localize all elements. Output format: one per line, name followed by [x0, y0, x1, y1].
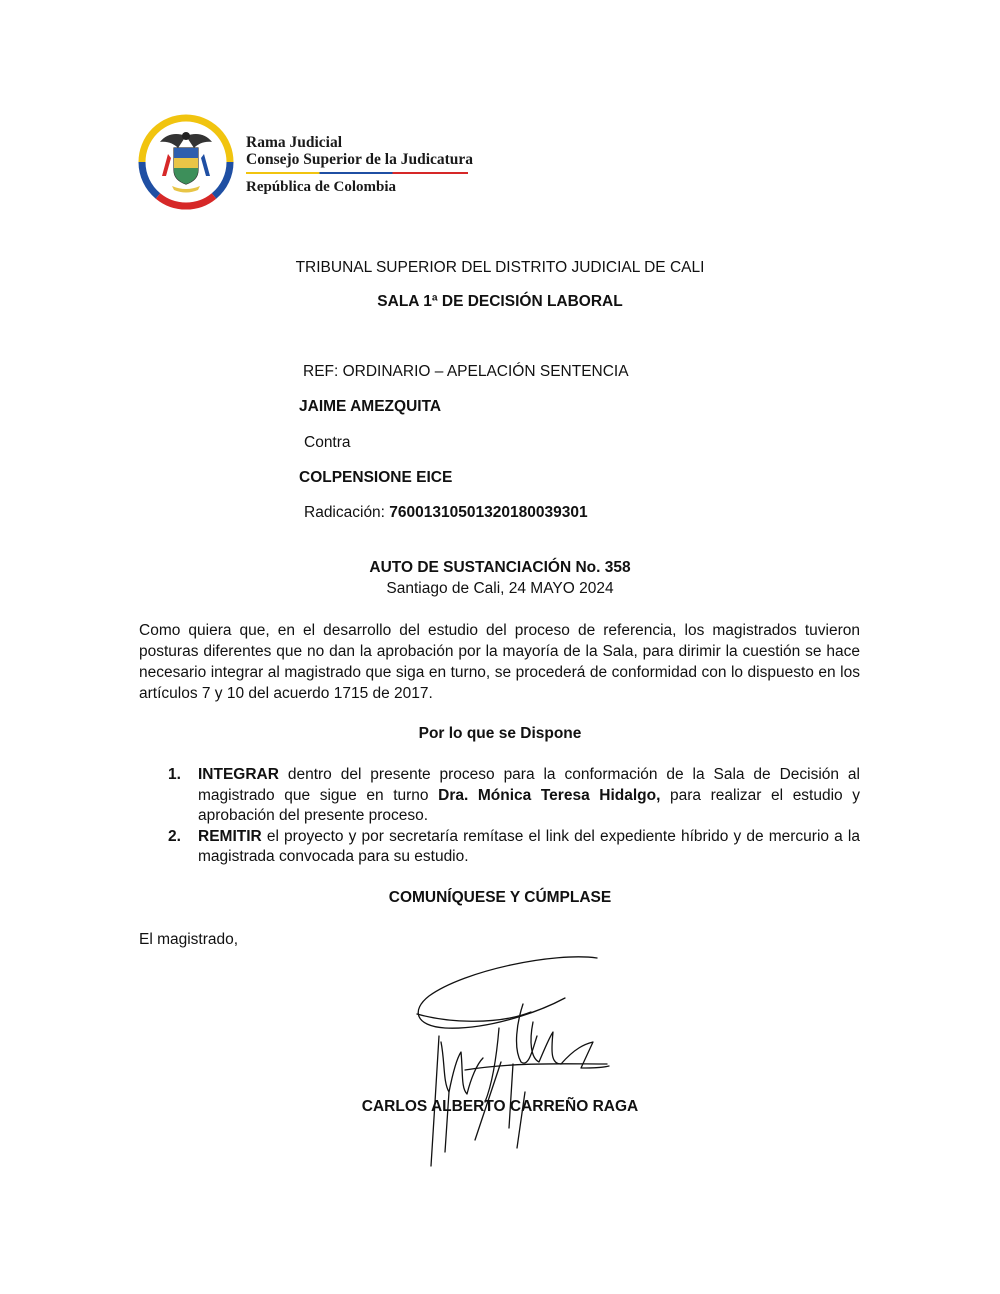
defendant-name: COLPENSIONE EICE [299, 469, 453, 486]
plaintiff-name: JAIME AMEZQUITA [299, 398, 442, 415]
dispone-heading: Por lo que se Dispone [418, 725, 582, 742]
order-text: dentro del presente proceso para la conformación de la Sala de Decisión al magistrado que sigue en turno [198, 766, 860, 804]
main-paragraph: Como quiera que, en el desarrollo del estudio del proceso de referencia, los magistrados tuvieron posturas diferentes que no dan la aprobación por la mayoría de la Sala, para dirimir la cuestión se hace necesario integrar al magistrado que siga en turno, se procederá de conformidad con lo dispuesto en los artículos 7 y 10 del acuerdo 1715 de 2017. [139, 622, 860, 702]
auto-date: Santiago de Cali, 24 MAYO 2024 [386, 580, 614, 597]
radicacion-label: Radicación: [304, 504, 390, 521]
contra-label: Contra [304, 434, 351, 451]
court-name: TRIBUNAL SUPERIOR DEL DISTRITO JUDICIAL DE CALI [295, 259, 705, 276]
chamber-name: SALA 1ª DE DECISIÓN LABORAL [377, 293, 623, 310]
country-name: República de Colombia [246, 179, 397, 195]
reference-line: REF: ORDINARIO – APELACIÓN SENTENCIA [303, 363, 629, 380]
list-item-number: 2. [168, 827, 181, 845]
institution-council: Consejo Superior de la Judicatura [246, 151, 474, 168]
list-item-number: 1. [168, 766, 181, 783]
orders-list [168, 765, 860, 868]
closing-formula: COMUNÍQUESE Y CÚMPLASE [388, 889, 612, 906]
auto-title: AUTO DE SUSTANCIACIÓN No. 358 [369, 559, 631, 576]
institution-name: Rama Judicial [246, 134, 343, 151]
signer-name: CARLOS ALBERTO CARREÑO RAGA [361, 1098, 639, 1115]
handwritten-signature [405, 952, 615, 1174]
order-verb: INTEGRAR [198, 766, 279, 783]
list-item [168, 765, 860, 827]
list-item [168, 827, 860, 868]
assigned-magistrate: Dra. Mónica Teresa Hidalgo, [438, 786, 661, 804]
magistrate-label: El magistrado, [139, 931, 239, 948]
radicacion-line [304, 503, 588, 523]
radicacion-number: 76001310501320180039301 [389, 504, 588, 521]
order-verb: REMITIR [198, 827, 262, 845]
tricolor-divider [246, 172, 468, 174]
coat-of-arms-seal-icon [138, 114, 234, 210]
order-text-cont: para realizar el estudio y aprobación del presente proceso. [198, 786, 861, 824]
letterhead [138, 114, 478, 214]
order-text: el proyecto y por secretaría remítase el link del expediente híbrido y de mercurio a la magistrada convocada para su estudio. [198, 827, 860, 865]
letterhead-text [246, 134, 473, 196]
